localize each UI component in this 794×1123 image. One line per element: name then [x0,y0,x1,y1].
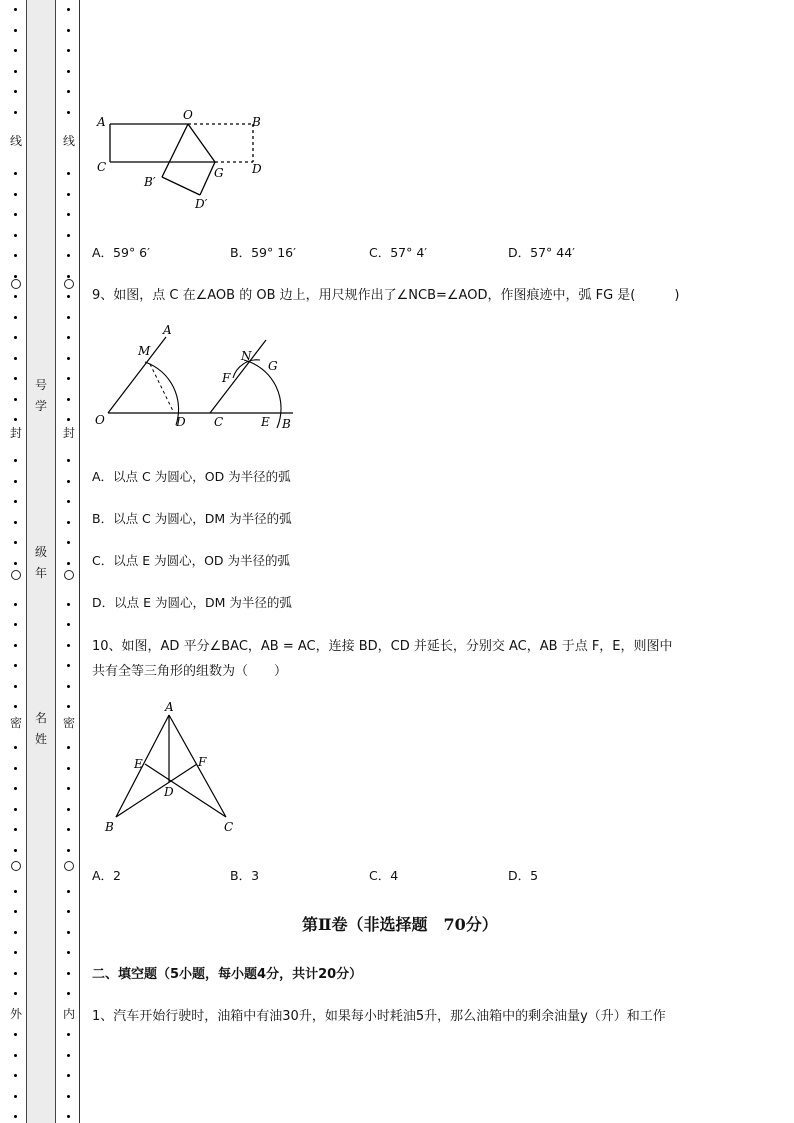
q8-option-b: B．59° 16′ [230,245,296,260]
q10-label-E: E [134,757,143,771]
binding-dot [14,931,17,934]
outer-seal-char-2: 封 [9,426,22,440]
binding-dot [67,377,70,380]
binding-dot [67,931,70,934]
binding-dot [14,295,17,298]
q10-label-A: A [165,700,174,714]
binding-dot [67,1115,70,1118]
q8-line-DpG [200,162,215,195]
section-heading: 二、填空题（5小题，每小题4分，共计20分） [92,967,363,982]
binding-dot [67,8,70,11]
binding-dot [67,767,70,770]
binding-dot [14,213,17,216]
binding-dot [67,992,70,995]
q9-label-A: A [163,323,172,337]
q9-label-D: D [176,415,186,429]
binding-dot [14,603,17,606]
inner-seal-char-3: 密 [62,716,75,730]
q10-option-a: A．2 [92,868,122,883]
q9-label-C: C [214,415,224,429]
binding-dot [67,357,70,360]
q9-label-M: M [138,344,151,358]
binding-dot [67,1054,70,1057]
field-grade-char-1: 级 [34,545,47,559]
binding-dot [14,357,17,360]
binding-dot [67,890,70,893]
binding-dot [14,459,17,462]
binding-dot [67,849,70,852]
binding-dot [14,1074,17,1077]
q8-label-O: O [183,108,193,122]
q8-fold-OG [188,124,215,162]
binding-dot [67,172,70,175]
q8-label-C: C [97,160,107,174]
q8-option-d: D．57° 44′ [508,245,575,260]
binding-dot [67,787,70,790]
binding-dot [67,398,70,401]
binding-dot [67,910,70,913]
q8-label-Dp: D′ [195,197,208,211]
binding-dot [14,746,17,749]
binding-dot [67,808,70,811]
outer-seal-char-3: 密 [9,716,22,730]
q8-label-A: A [97,115,106,129]
q9-option-d: D．以点 E 为圆心，DM 为半径的弧 [92,595,292,610]
binding-dot [14,992,17,995]
margin-border-line [79,0,80,1123]
q10-stem-line-1: 10、如图，AD 平分∠BAC，AB = AC，连接 BD，CD 并延长，分别交 AC，AB 于点 F，E，则图中 [92,639,673,654]
q9-ray-CN [210,340,266,413]
binding-dot [14,377,17,380]
q8-figure [90,105,280,215]
q9-label-E: E [261,415,270,429]
inner-seal-char-1: 线 [62,134,75,148]
binding-dot [14,1033,17,1036]
binding-dot [67,1095,70,1098]
binding-dot [14,193,17,196]
binding-dot [67,316,70,319]
binding-dot [67,1074,70,1077]
q10-label-F: F [198,755,207,769]
binding-dot [14,890,17,893]
binding-dot [14,480,17,483]
binding-dot [14,172,17,175]
binding-dot [67,111,70,114]
binding-margin [0,0,80,1123]
binding-dot [14,685,17,688]
binding-dot [67,972,70,975]
binding-dot [67,603,70,606]
binding-dot [67,685,70,688]
binding-dot [14,767,17,770]
binding-dot [67,828,70,831]
binding-dot [67,295,70,298]
binding-dot [67,336,70,339]
binding-dot [67,705,70,708]
outer-circle-2 [11,570,21,580]
binding-dot [67,521,70,524]
binding-dot [67,746,70,749]
binding-dot [14,1054,17,1057]
q9-option-a: A．以点 C 为圆心，OD 为半径的弧 [92,469,291,484]
binding-dot [14,808,17,811]
binding-dot [67,70,70,73]
binding-dot [14,500,17,503]
inner-seal-char-4: 内 [62,1007,75,1021]
binding-dot [67,275,70,278]
binding-dot [14,1095,17,1098]
outer-circle-3 [11,861,21,871]
binding-dot [67,234,70,237]
q8-option-a: A．59° 6′ [92,245,150,260]
binding-dot [14,398,17,401]
binding-dot [14,49,17,52]
q10-label-C: C [224,820,234,834]
q10-figure [100,700,245,840]
binding-dot [67,541,70,544]
q9-stem: 9、如图，点 C 在∠AOB 的 OB 边上，用尺规作出了∠NCB=∠AOD，作图痕迹中，弧 FG 是( ) [92,288,680,303]
binding-dot [67,193,70,196]
q8-line-BpDp [162,177,200,195]
binding-dot [67,562,70,565]
binding-dot [14,70,17,73]
binding-dot [67,49,70,52]
q9-label-B: B [282,417,291,431]
binding-dot [14,951,17,954]
q10-label-B: B [105,820,114,834]
q8-option-c: C．57° 4′ [369,245,428,260]
q8-label-D: D [252,162,262,176]
q9-label-O: O [95,413,105,427]
binding-dot [14,336,17,339]
binding-dot [14,705,17,708]
binding-dot [14,562,17,565]
outer-seal-char-4: 外 [9,1007,22,1021]
q10-stem-line-2: 共有全等三角形的组数为（ ） [92,664,288,679]
binding-dot [67,664,70,667]
q10-option-c: C．4 [369,868,399,883]
q10-option-b: B．3 [230,868,260,883]
binding-dot [14,316,17,319]
field-grade-char-2: 年 [34,566,47,580]
binding-dot [67,951,70,954]
binding-dot [14,664,17,667]
q9-option-b: B．以点 C 为圆心，DM 为半径的弧 [92,511,292,526]
binding-dot [67,623,70,626]
binding-dot [14,8,17,11]
outer-seal-char-1: 线 [9,134,22,148]
q9-label-N: N [241,349,252,363]
outer-circle-1 [11,279,21,289]
inner-circle-1 [64,279,74,289]
inner-circle-2 [64,570,74,580]
q8-label-G: G [214,166,224,180]
binding-dot [14,254,17,257]
q9-option-c: C．以点 E 为圆心，OD 为半径的弧 [92,553,291,568]
binding-dot [14,234,17,237]
binding-dot [14,29,17,32]
binding-dot [14,787,17,790]
binding-dot [67,459,70,462]
binding-dot [67,90,70,93]
binding-dot [67,254,70,257]
binding-dot [14,972,17,975]
field-name-char-2: 姓 [34,732,47,746]
binding-dot [14,90,17,93]
q10-label-D: D [164,785,174,799]
binding-dot [67,418,70,421]
part2-title: 第Ⅱ卷（非选择题 70分） [302,915,498,934]
fill-question-1: 1、汽车开始行驶时，油箱中有油30升，如果每小时耗油5升，那么油箱中的剩余油量y（升）和工作 [92,1009,666,1024]
q9-ray-OA [108,337,166,413]
binding-dot [14,1115,17,1118]
q9-arc-MD [145,362,179,425]
binding-dot [14,644,17,647]
q8-line-OBp [162,124,188,177]
binding-dot [14,849,17,852]
q8-label-B: B [252,115,261,129]
q10-option-d: D．5 [508,868,539,883]
binding-dot [67,1033,70,1036]
binding-dot [14,521,17,524]
binding-dot [14,418,17,421]
binding-dot [14,910,17,913]
binding-dot [14,275,17,278]
field-name-char-1: 名 [34,711,47,725]
binding-dot [67,29,70,32]
binding-dot [67,213,70,216]
student-info-strip [26,0,56,1123]
binding-dot [67,480,70,483]
binding-dot [67,500,70,503]
binding-dot [14,828,17,831]
field-number-char-1: 号 [34,378,47,392]
binding-dot [67,644,70,647]
q9-figure [90,320,300,435]
inner-circle-3 [64,861,74,871]
binding-dot [14,541,17,544]
binding-dot [14,111,17,114]
inner-seal-char-2: 封 [62,426,75,440]
binding-dot [14,623,17,626]
q9-label-F: F [222,371,231,385]
field-number-char-2: 学 [34,399,47,413]
q8-label-Bp: B′ [144,175,156,189]
q9-label-G: G [268,359,278,373]
